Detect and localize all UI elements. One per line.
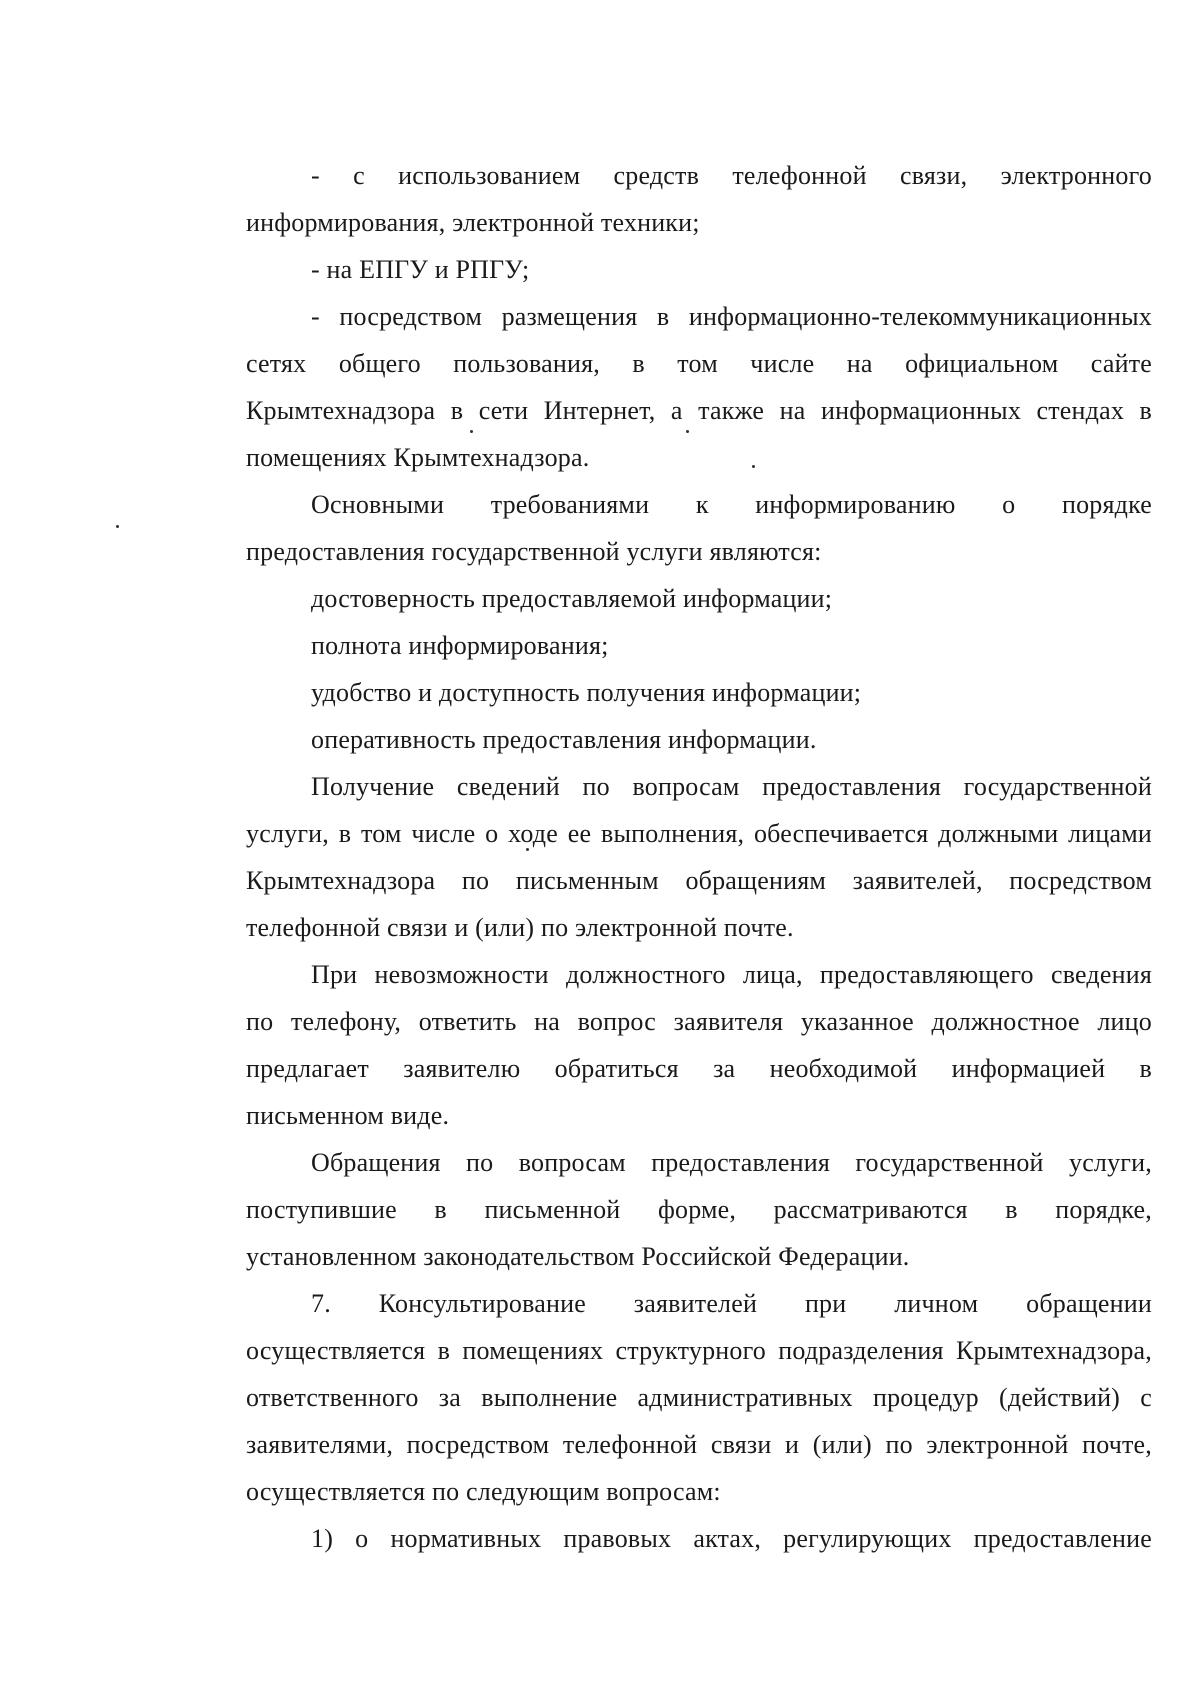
text-line: Получение сведений по вопросам предоставления государственной <box>311 772 1152 801</box>
text-line: При невозможности должностного лица, предоставляющего сведения <box>311 960 1152 989</box>
text-line: ответственного за выполнение административных процедур (действий) с <box>246 1383 1152 1412</box>
scan-speck <box>752 465 755 468</box>
text-line: осуществляется в помещениях структурного подразделения Крымтехнадзора, <box>246 1336 1152 1365</box>
text-line: заявителями, посредством телефонной связи и (или) по электронной почте, <box>246 1430 1152 1459</box>
text-line: - с использованием средств телефонной связи, электронного <box>311 161 1152 190</box>
text-line: Крымтехнадзора в сети Интернет, а также на информационных стендах в <box>246 396 1152 425</box>
text-line: Основными требованиями к информированию о порядке <box>311 490 1152 519</box>
text-line: помещениях Крымтехнадзора. <box>246 443 590 472</box>
document-body <box>246 152 1152 1562</box>
text-line: Крымтехнадзора по письменным обращениям заявителей, посредством <box>246 866 1152 895</box>
text-line: предоставления государственной услуги являются: <box>246 537 822 566</box>
text-line: предлагает заявителю обратиться за необходимой информацией в <box>246 1054 1152 1083</box>
text-line: телефонной связи и (или) по электронной почте. <box>246 913 794 942</box>
text-line: письменном виде. <box>246 1101 450 1130</box>
text-line: поступившие в письменной форме, рассматриваются в порядке, <box>246 1195 1152 1224</box>
text-line: услуги, в том числе о ходе ее выполнения, обеспечивается должными лицами <box>246 819 1152 848</box>
text-line: осуществляется по следующим вопросам: <box>246 1477 721 1506</box>
scan-speck <box>686 430 689 433</box>
text-line: полнота информирования; <box>311 631 609 660</box>
text-line: 7. Консультирование заявителей при личном обращении <box>311 1289 1152 1318</box>
text-line: оперативность предоставления информации. <box>311 725 817 754</box>
text-line: по телефону, ответить на вопрос заявителя указанное должностное лицо <box>246 1007 1152 1036</box>
scan-speck <box>116 525 119 528</box>
text-line: удобство и доступность получения информации; <box>311 678 862 707</box>
text-line: 1) о нормативных правовых актах, регулирующих предоставление <box>311 1524 1152 1553</box>
text-line: - на ЕПГУ и РПГУ; <box>311 255 530 284</box>
text-line: - посредством размещения в информационно-телекоммуникационных <box>311 302 1152 331</box>
text-line: сетях общего пользования, в том числе на официальном сайте <box>246 349 1152 378</box>
scan-speck <box>526 848 529 851</box>
scan-speck <box>470 430 473 433</box>
text-line: информирования, электронной техники; <box>246 208 700 237</box>
text-line: Обращения по вопросам предоставления государственной услуги, <box>311 1148 1152 1177</box>
text-line: установленном законодательством Российской Федерации. <box>246 1242 910 1271</box>
text-line: достоверность предоставляемой информации; <box>311 584 833 613</box>
